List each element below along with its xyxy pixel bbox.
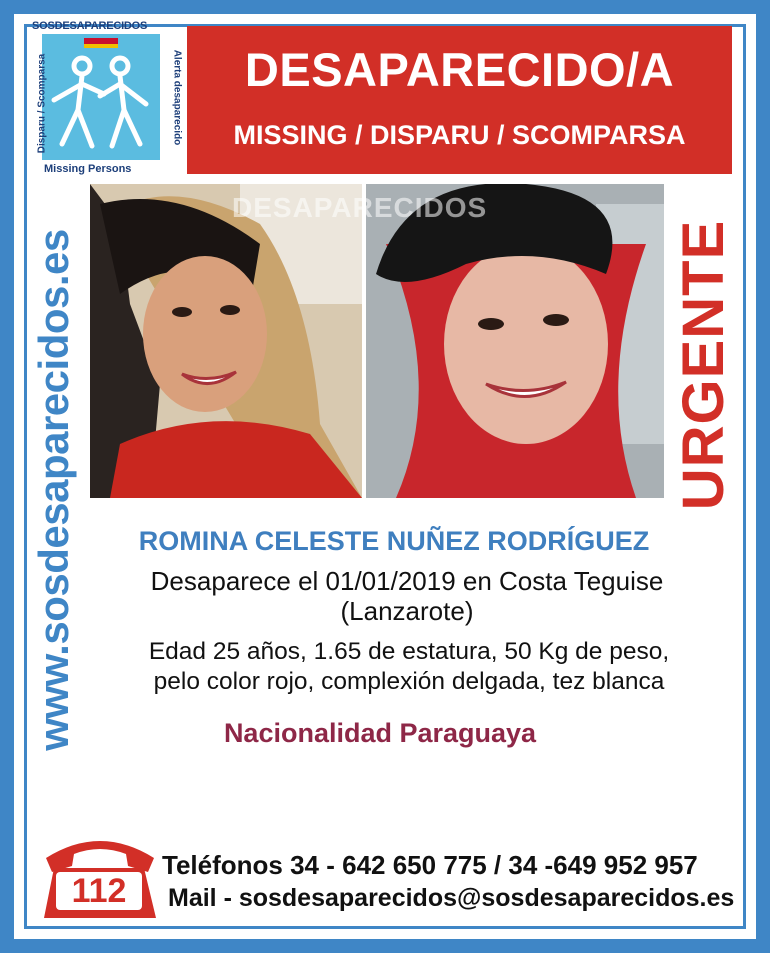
urgent-label: URGENTE — [671, 219, 736, 511]
logo-right-text: Alerta desaparecido — [171, 49, 183, 146]
logo-top-text: SOSDESAPARECIDOS — [32, 20, 148, 32]
phone-numbers: Teléfonos 34 - 642 650 775 / 34 -649 952 957 — [162, 850, 698, 880]
telephone-icon — [40, 828, 160, 920]
description-line-1: Edad 25 años, 1.65 de estatura, 50 Kg de peso, — [148, 638, 670, 665]
person-name: ROMINA CELESTE NUÑEZ RODRÍGUEZ — [138, 526, 650, 556]
photo-left — [90, 184, 362, 498]
logo-left-text: Disparu / Scomparsa — [36, 53, 48, 154]
contact-mail: Mail - sosdesaparecidos@sosdesaparecidos.es — [168, 884, 735, 912]
logo-figures-icon — [42, 34, 160, 160]
sos-logo — [22, 20, 183, 178]
description-line-2: pelo color rojo, complexión delgada, tez blanca — [153, 668, 665, 695]
banner-title: DESAPARECIDO/A — [244, 43, 675, 96]
disappeared-line-2: (Lanzarote) — [340, 596, 474, 626]
photo-right — [366, 184, 664, 498]
nationality: Nacionalidad Paraguaya — [223, 718, 537, 748]
logo-bottom-text: Missing Persons — [44, 163, 132, 175]
watermark-text: DESAPARECIDOS — [232, 192, 488, 223]
website-vertical: www.sosdesaparecidos.es — [30, 229, 77, 751]
emergency-number: 112 — [56, 872, 142, 910]
title-banner — [187, 26, 732, 174]
banner-subtitle: MISSING / DISPARU / SCOMPARSA — [233, 120, 686, 150]
disappeared-line-1: Desaparece el 01/01/2019 en Costa Teguise — [150, 566, 664, 596]
